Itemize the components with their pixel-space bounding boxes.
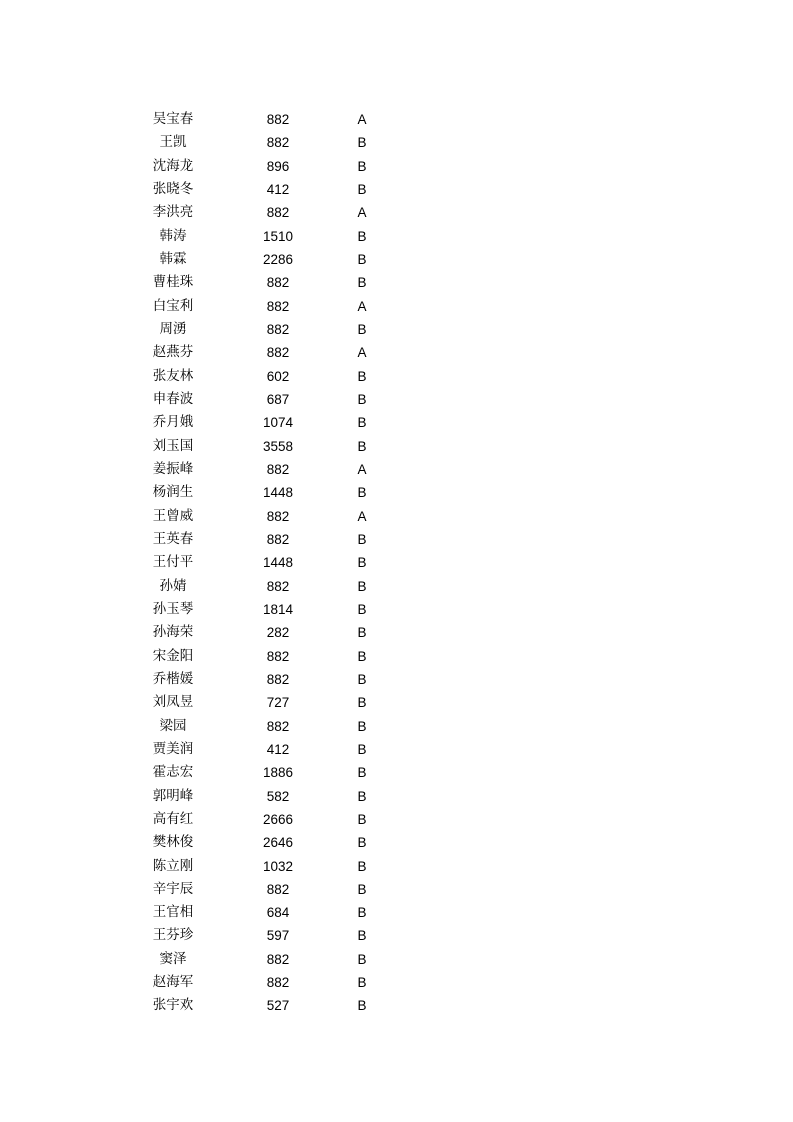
table-row — [0, 155, 793, 178]
grade-cell: A — [357, 508, 367, 524]
amount-cell: 1510 — [262, 228, 294, 244]
table-row — [0, 201, 793, 224]
table-row — [0, 691, 793, 714]
table-row — [0, 131, 793, 154]
table-row — [0, 621, 793, 644]
amount-cell: 412 — [266, 741, 290, 757]
name-cell: 周湧 — [159, 320, 187, 337]
grade-cell: B — [357, 228, 367, 244]
table-row — [0, 598, 793, 621]
grade-cell: B — [357, 181, 367, 197]
table-row — [0, 295, 793, 318]
grade-cell: A — [357, 205, 367, 221]
table-row — [0, 481, 793, 504]
table-row — [0, 924, 793, 947]
name-cell: 王官相 — [152, 904, 194, 921]
amount-cell: 882 — [266, 975, 290, 991]
grade-cell: A — [357, 461, 367, 477]
amount-cell: 597 — [266, 928, 290, 944]
name-cell: 李洪亮 — [152, 204, 194, 221]
grade-cell: B — [357, 905, 367, 921]
amount-cell: 882 — [266, 205, 290, 221]
amount-cell: 1448 — [262, 485, 294, 501]
table-row — [0, 971, 793, 994]
name-cell: 樊林俊 — [152, 834, 194, 851]
grade-cell: B — [357, 485, 367, 501]
name-cell: 刘凤昱 — [152, 694, 194, 711]
table-row — [0, 645, 793, 668]
grade-cell: B — [357, 998, 367, 1014]
table-row — [0, 994, 793, 1017]
grade-cell: B — [357, 158, 367, 174]
table-row — [0, 435, 793, 458]
table-row — [0, 668, 793, 691]
grade-cell: B — [357, 251, 367, 267]
name-cell: 宋金阳 — [152, 647, 194, 664]
amount-cell: 1032 — [262, 858, 294, 874]
grade-cell: B — [357, 415, 367, 431]
grade-cell: B — [357, 835, 367, 851]
table-row — [0, 365, 793, 388]
name-cell: 贾美润 — [152, 740, 194, 757]
amount-cell: 2666 — [262, 811, 294, 827]
name-cell: 乔月娥 — [152, 414, 194, 431]
table-row — [0, 575, 793, 598]
name-cell: 张友林 — [152, 367, 194, 384]
amount-cell: 527 — [266, 998, 290, 1014]
name-cell: 吴宝春 — [152, 111, 194, 127]
amount-cell: 1814 — [262, 601, 294, 617]
name-cell: 郭明峰 — [152, 787, 194, 804]
table-row — [0, 948, 793, 971]
name-cell: 沈海龙 — [152, 157, 194, 174]
table-row — [0, 785, 793, 808]
amount-cell: 727 — [266, 695, 290, 711]
table-row — [0, 458, 793, 481]
name-cell: 曹桂珠 — [152, 274, 194, 291]
grade-cell: B — [357, 135, 367, 151]
name-cell: 梁园 — [159, 717, 187, 734]
name-cell: 刘玉国 — [152, 437, 194, 454]
table-row — [0, 108, 793, 131]
name-cell: 韩霖 — [159, 250, 187, 267]
name-cell: 王凯 — [159, 134, 187, 151]
name-cell: 高有红 — [152, 810, 194, 827]
table-row — [0, 738, 793, 761]
grade-cell: B — [357, 368, 367, 384]
amount-cell: 2286 — [262, 251, 294, 267]
amount-cell: 882 — [266, 718, 290, 734]
table-row — [0, 855, 793, 878]
table-row — [0, 808, 793, 831]
grade-cell: B — [357, 858, 367, 874]
table-row — [0, 551, 793, 574]
name-cell: 孙婧 — [159, 577, 187, 594]
table-row — [0, 528, 793, 551]
table-row — [0, 715, 793, 738]
name-cell: 孙海荣 — [152, 624, 194, 641]
table-row — [0, 411, 793, 434]
amount-cell: 684 — [266, 905, 290, 921]
name-cell: 白宝利 — [152, 297, 194, 314]
amount-cell: 882 — [266, 112, 290, 127]
amount-cell: 882 — [266, 298, 290, 314]
amount-cell: 882 — [266, 321, 290, 337]
grade-cell: B — [357, 438, 367, 454]
amount-cell: 882 — [266, 135, 290, 151]
grade-cell: B — [357, 555, 367, 571]
name-cell: 申春波 — [152, 390, 194, 407]
table-row — [0, 225, 793, 248]
name-cell: 辛宇辰 — [152, 880, 194, 897]
name-cell: 赵燕芬 — [152, 344, 194, 361]
amount-cell: 882 — [266, 275, 290, 291]
name-cell: 韩涛 — [159, 227, 187, 244]
grade-cell: B — [357, 765, 367, 781]
amount-cell: 687 — [266, 391, 290, 407]
amount-cell: 1886 — [262, 765, 294, 781]
amount-cell: 882 — [266, 578, 290, 594]
amount-cell: 882 — [266, 951, 290, 967]
grade-cell: B — [357, 625, 367, 641]
amount-cell: 602 — [266, 368, 290, 384]
amount-cell: 882 — [266, 461, 290, 477]
table-row — [0, 761, 793, 784]
amount-cell: 1074 — [262, 415, 294, 431]
grade-cell: B — [357, 811, 367, 827]
grade-cell: B — [357, 718, 367, 734]
grade-cell: B — [357, 975, 367, 991]
grade-cell: A — [357, 112, 367, 127]
grade-cell: A — [357, 345, 367, 361]
amount-cell: 412 — [266, 181, 290, 197]
grade-cell: B — [357, 928, 367, 944]
name-cell: 王英春 — [152, 530, 194, 547]
grade-cell: B — [357, 275, 367, 291]
data-table — [0, 108, 793, 1018]
grade-cell: B — [357, 321, 367, 337]
amount-cell: 882 — [266, 648, 290, 664]
table-row — [0, 388, 793, 411]
name-cell: 王芬珍 — [152, 927, 194, 944]
grade-cell: B — [357, 601, 367, 617]
table-row — [0, 341, 793, 364]
name-cell: 王曾威 — [152, 507, 194, 524]
amount-cell: 282 — [266, 625, 290, 641]
table-row — [0, 271, 793, 294]
amount-cell: 882 — [266, 508, 290, 524]
name-cell: 张宇欢 — [152, 997, 194, 1014]
table-row — [0, 505, 793, 528]
grade-cell: B — [357, 695, 367, 711]
grade-cell: B — [357, 788, 367, 804]
name-cell: 张晓冬 — [152, 180, 194, 197]
table-row — [0, 831, 793, 854]
table-row — [0, 901, 793, 924]
grade-cell: B — [357, 578, 367, 594]
table-row — [0, 878, 793, 901]
grade-cell: A — [357, 298, 367, 314]
grade-cell: B — [357, 741, 367, 757]
name-cell: 霍志宏 — [152, 764, 194, 781]
grade-cell: B — [357, 951, 367, 967]
amount-cell: 882 — [266, 881, 290, 897]
amount-cell: 882 — [266, 345, 290, 361]
grade-cell: B — [357, 671, 367, 687]
name-cell: 乔楷媛 — [152, 670, 194, 687]
table-row — [0, 318, 793, 341]
grade-cell: B — [357, 648, 367, 664]
amount-cell: 2646 — [262, 835, 294, 851]
amount-cell: 582 — [266, 788, 290, 804]
name-cell: 赵海军 — [152, 974, 194, 991]
grade-cell: B — [357, 531, 367, 547]
table-row — [0, 178, 793, 201]
name-cell: 姜振峰 — [152, 460, 194, 477]
amount-cell: 3558 — [262, 438, 294, 454]
name-cell: 窦泽 — [159, 950, 187, 967]
name-cell: 孙玉琴 — [152, 600, 194, 617]
grade-cell: B — [357, 881, 367, 897]
amount-cell: 882 — [266, 531, 290, 547]
amount-cell: 882 — [266, 671, 290, 687]
amount-cell: 1448 — [262, 555, 294, 571]
amount-cell: 896 — [266, 158, 290, 174]
name-cell: 陈立刚 — [152, 857, 194, 874]
name-cell: 王付平 — [152, 554, 194, 571]
table-row — [0, 248, 793, 271]
grade-cell: B — [357, 391, 367, 407]
name-cell: 杨润生 — [152, 484, 194, 501]
